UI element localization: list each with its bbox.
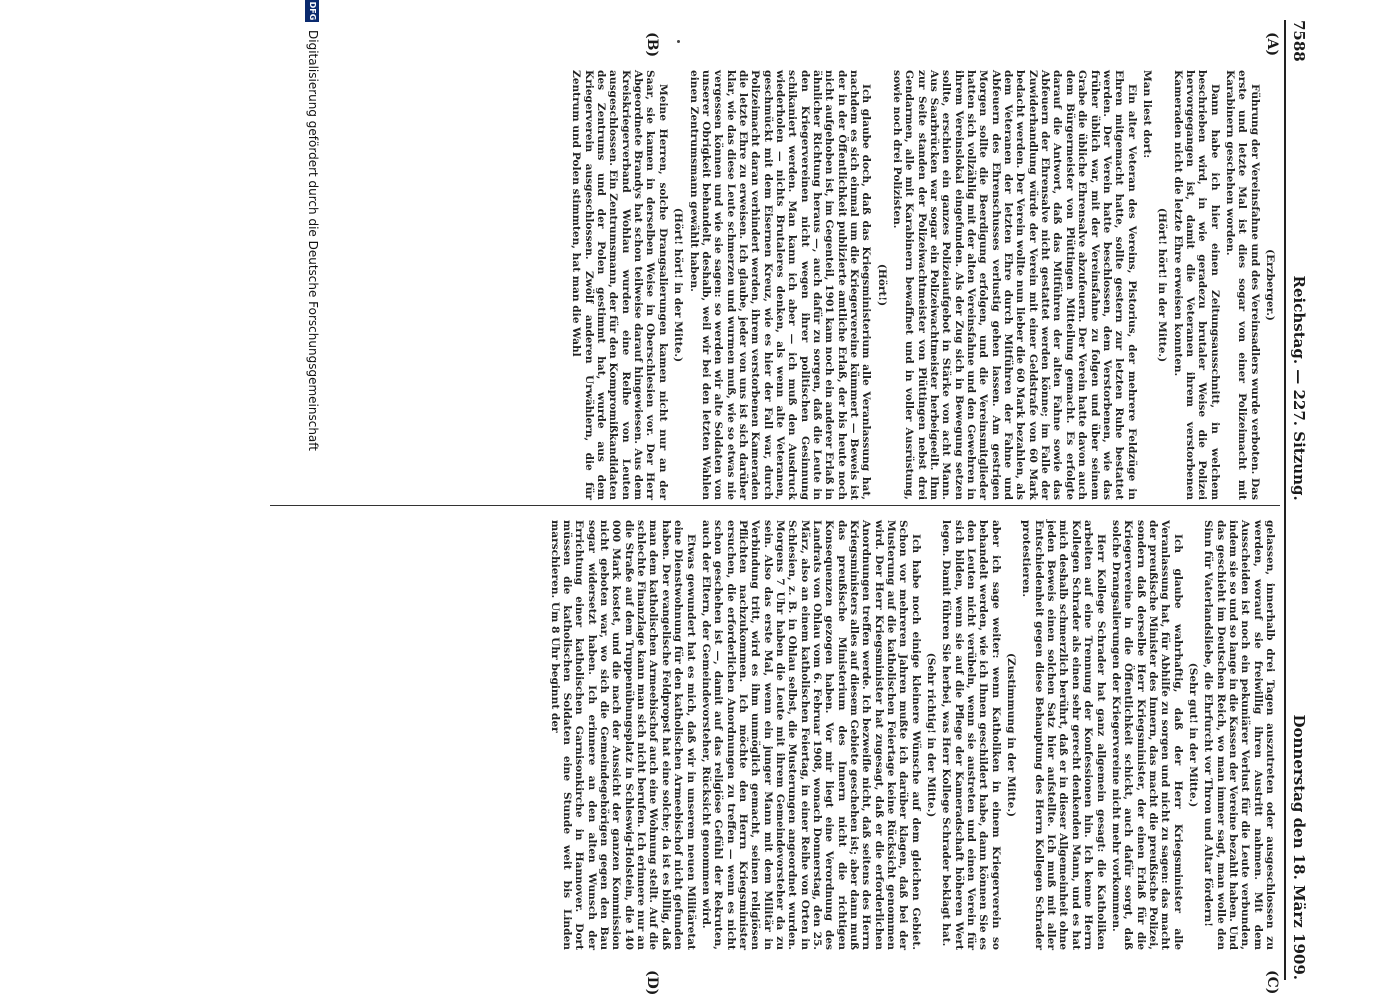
paragraph: gelassen, innerhalb drei Tagen auszutreten oder ausgeschlossen zu werden, worauf sie freiwillig ihren Austritt nahmen. Mit dem Ausscheiden ist noch ein pekuniärer Verlust für die Leute verbunden, indem sie so und so lange in die Kassen der Vereine bezahlt haben. Und das geschieht im Deutschen Reich, wo man immer sagt, man wolle den Sinn für Vaterlandsliebe, die Ehrfurcht vor Thron und Altar fördern! [1202, 520, 1276, 950]
paragraph: Ich glaube wahrhaftig, daß der Herr Kriegsminister alle Veranlassung hat, für Abhilfe zu sorgen und nicht zu sagen: das macht der preußische Minister des Innern, das macht die preußische Polizei, sondern daß derselbe Herr Kriegsminister, der einen Erlaß für die Kriegervereine in die Öffentlichkeit schickt, auch dafür sorgt, daß solche Drangsalierungen der Kriegervereine nicht mehr vorkommen. [1109, 520, 1184, 950]
dfg-logo: DFG [305, 0, 319, 22]
interjection: (Hört! hört! in der Mitte.) [1156, 207, 1169, 363]
margin-marker-c: (C) [1264, 970, 1280, 995]
margin-marker-b: (B) [644, 32, 660, 58]
paragraph: Ich glaube doch, daß das Kriegsministerium alle Veranlassung hat, nachdem es sich einmal um die Kriegervereine kümmert — Beweis ist der in der Öffentlichkeit publizierte amtliche Erlaß, der bis heute noch nicht aufgehoben ist, im Gegenteil, 1901 kam noch ein anderer Erlaß in ähnlicher Richtung heraus —, auch dafür zu sorgen, daß die Leute in den Kriegervereinen nicht wegen ihrer politischen Gesinnung schikaniert werden. Man kann ich aber — ich muß den Ausdruck wiederholen — nichts Brutaleres denken, als wenn alte Veteranen, geschmückt mit dem Eisernen Kreuz, wie es hier der Fall war, durch Polizeimacht daran verhindert werden, ihrem verstorbenen Kameraden die letzte Ehre zu erweisen. Ich glaube, jeder von uns ist sich darüber klar, wie das diese Leute schmerzen und wurmen muß, wie so etwas nie vergessen können und wie sie sagen: so werden wir alte Soldaten von unserer Obrigkeit behandelt, deshalb, weil wir bei den letzten Wahlen einen Zentrumsmann gewählt haben. [687, 70, 873, 500]
margin-marker-d: (D) [644, 970, 660, 996]
right-column [545, 520, 1276, 950]
page-header [1284, 20, 1308, 980]
paragraph: aber ich sage weiter: wenn Katholiken in einem Kriegerverein so behandelt werden, wie ich Ihnen geschildert habe, dann können Sie es den Leuten nicht verübeln, wenn sie austreten und einen Verein für sich bilden, wenn sie auf die Pflege der Kameradschaft höheren Wert legen. Damit führen Sie herbei, was Herr Kollege Schrader beklagt hat. [940, 520, 1002, 950]
paragraph: Ich habe noch einige kleinere Wünsche auf dem gleichen Gebiet. Schon vor mehreren Jahren mußte ich darüber klagen, daß bei der Musterung auf die katholischen Feiertage keine Rücksicht genommen wird. Der Herr Kriegsminister hat zugesagt, daß er die erforderlichen Anordnungen treffen werde. Ich bezweifle nicht, daß seitens des Herrn Kriegsministers alles auf diesem Gebiete geschehen ist; aber dann muß das preußische Ministerium des Innern nicht die richtigen Konsequenzen gezogen haben. Vor mir liegt eine Verordnung des Landrats von Ohlau vom 6. Februar 1908, wonach Donnerstag, den 25. März, also an einem katholischen Feiertag, in einer Reihe von Orten in Schlesien, z. B. in Ohlau selbst, die Musterungen angeordnet wurden. Morgens 7 Uhr haben die Leute mit ihrem Gemeindevorsteher da zu sein. Also das erste Mal, wenn ein junger Mann mit dem Militär in Verbindung tritt, wird es ihm unmöglich gemacht, seinen religiösen Pflichten nachzukommen. Ich möchte den Herrn Kriegsminister ersuchen, die erforderlichen Anordnungen zu treffen — wenn es nicht schon geschehen ist —, damit auf das religiöse Gefühl der Rekruten, auch der Eltern, der Gemeindevorsteher, Rücksicht genommen wird. [699, 520, 922, 950]
page-number: 7588 [1290, 20, 1308, 62]
paragraph: Führung der Vereinsfahne und des Vereinsadlers wurde verboten. Das erste und letzte Mal ist dies sogar von einer Polizeimacht mit Karabinern geschehen worden. [1223, 70, 1261, 500]
page-title: Reichstag. — 227. Sitzung. [1290, 275, 1308, 501]
interjection: (Hört!) [875, 263, 888, 307]
quoted-paragraph: Ein alter Veteran des Vereins, Pistorius, der mehrere Feldzüge in Ehren mitgemacht hatte, sollte gestern zur letzten Ruhe bestattet werden. Der Verein hatte beschlossen, dem Verstorbenen, wie das früher üblich war, mit der Vereinsfahne zu folgen und über seinem Grabe die übliche Ehrensalve abzufeuern. Der Verein hatte davon auch dem Bürgermeister von Plüttingen Mitteilung gemacht. Es erfolgte darauf die Antwort, daß das Mitführen der alten Fahne sowie das Abfeuern der Ehrensalve nicht gestattet werden könne; im Falle der Zuwiderhandlung würde der Verein mit einer Geldstrafe von 60 Mark bedacht werden. Der Verein wollte nun lieber die 60 Mark bezahlen, als dem Veteranen der letzten Ehre durch Mitführen der Fahne und Abfeuern des Ehrenschusses verlustig gehen lassen. Am gestrigen Morgen sollte die Beerdigung erfolgen, und die Vereinsmitglieder hatten sich vollzählig mit der alten Vereinsfahne und den Gewehren in ihrem Vereinslokal eingefunden. Als der Zug sich in Bewegung setzen sollte, erschien ein ganzes Polizeiaufgebot in Stärke von acht Mann. Aus Saarbrücken war sogar ein Polizeiwachtmeister herbeigeeilt. Ihm zur Seite standen der Polizeiwachtmeister von Plüttingen nebst drei Gendarmen, alle mit Karabinern bewaffnet und in voller Ausrüstung, sowie noch drei Polizisten. [891, 70, 1138, 500]
speaker-name: (Erzberger.) [1264, 249, 1276, 321]
footer-credit: Digitalisierung gefördert durch die Deutsche Forschungsgemeinschaft [306, 30, 320, 452]
paragraph: Man liest dort: [1140, 70, 1153, 159]
print-speck [677, 40, 680, 43]
paragraph: Dann habe ich hier einen Zeitungsausschnitt, in welchem beschrieben wird, in wie geradezu brutaler Weise die Polizei hervorgegangen ist, damit die Veteranen ihrem verstorbenen Kameraden nicht die letzte Ehre erweisen konnten. [1171, 70, 1221, 500]
interjection: (Zustimmung in der Mitte.) [1005, 652, 1018, 818]
digitization-footer [300, 0, 320, 1000]
left-column [567, 70, 1276, 500]
paragraph: Meine Herren, solche Drangsalierungen kamen nicht nur an der Saar, sie kamen in derselben Weise in Oberschlesien vor. Der Herr Abgeordnete Brandys hat schon teilweise darauf hingewiesen. Aus dem Kreiskriegerverband Wohlau wurden eine Reihe von Leuten ausgeschlossen. Ein Zentrumsmann, der für den Kompromißkandidaten des Zentrums und der Polen gestimmt hat, wurde aus dem Kriegerverein ausgeschlossen. Zwölf anderen Urwählern, die für Zentrum und Polen stimmten, hat man die Wahl [570, 70, 669, 500]
interjection: (Sehr gut! in der Mitte.) [1186, 662, 1199, 808]
interjection: (Hört! hört! in der Mitte.) [672, 207, 685, 363]
column-divider [270, 505, 1280, 506]
page-date: Donnerstag den 18. März 1909. [1290, 714, 1308, 980]
paragraph: Herr Kollege Schrader hat ganz allgemein gesagt: die Katholiken arbeiten auf eine Trennung der Konfessionen hin. Ich kenne Herrn Kollegen Schrader als einen sehr gerecht denkenden Mann, und es hat mich deshalb schmerzlich berührt, daß er in dieser Allgemeinheit ohne jeden Beweis einen solchen Satz hier aufstellte. Ich muß mit aller Entschiedenheit gegen diese Behauptung des Herrn Kollegen Schrader protestieren. [1020, 520, 1107, 950]
paragraph: Etwas gewundert hat es mich, daß wir in unserem neuen Militäretat eine Dienstwohnung für den katholischen Armeebischof nicht gefunden haben. Der evangelische Feldpropst hat eine solche; da ist es billig, daß man dem katholischen Armeebischof auch eine Wohnung stellt. Auf die schlechte Finanzlage kann man sich nicht berufen. Ich erinnere nur an die Straße auf dem Truppenübungsplatz in Schleswig-Holstein, die 140 000 Mark kostet, und die nach der Aussicht der ganzen Kommission nicht geboten war, wo sich die Gemeindegehörigen gegen den Bau sogar widersetzt haben. Ich erinnere an den alten Wunsch der Errichtung einer katholischen Garnisonkirche in Hannover. Dort müssen die katholischen Soldaten eine Stunde weit bis Linden marschieren. Um 8 Uhr beginnt der [548, 520, 697, 950]
margin-marker-a: (A) [1264, 32, 1280, 57]
interjection: (Sehr richtig! in der Mitte.) [925, 652, 938, 818]
